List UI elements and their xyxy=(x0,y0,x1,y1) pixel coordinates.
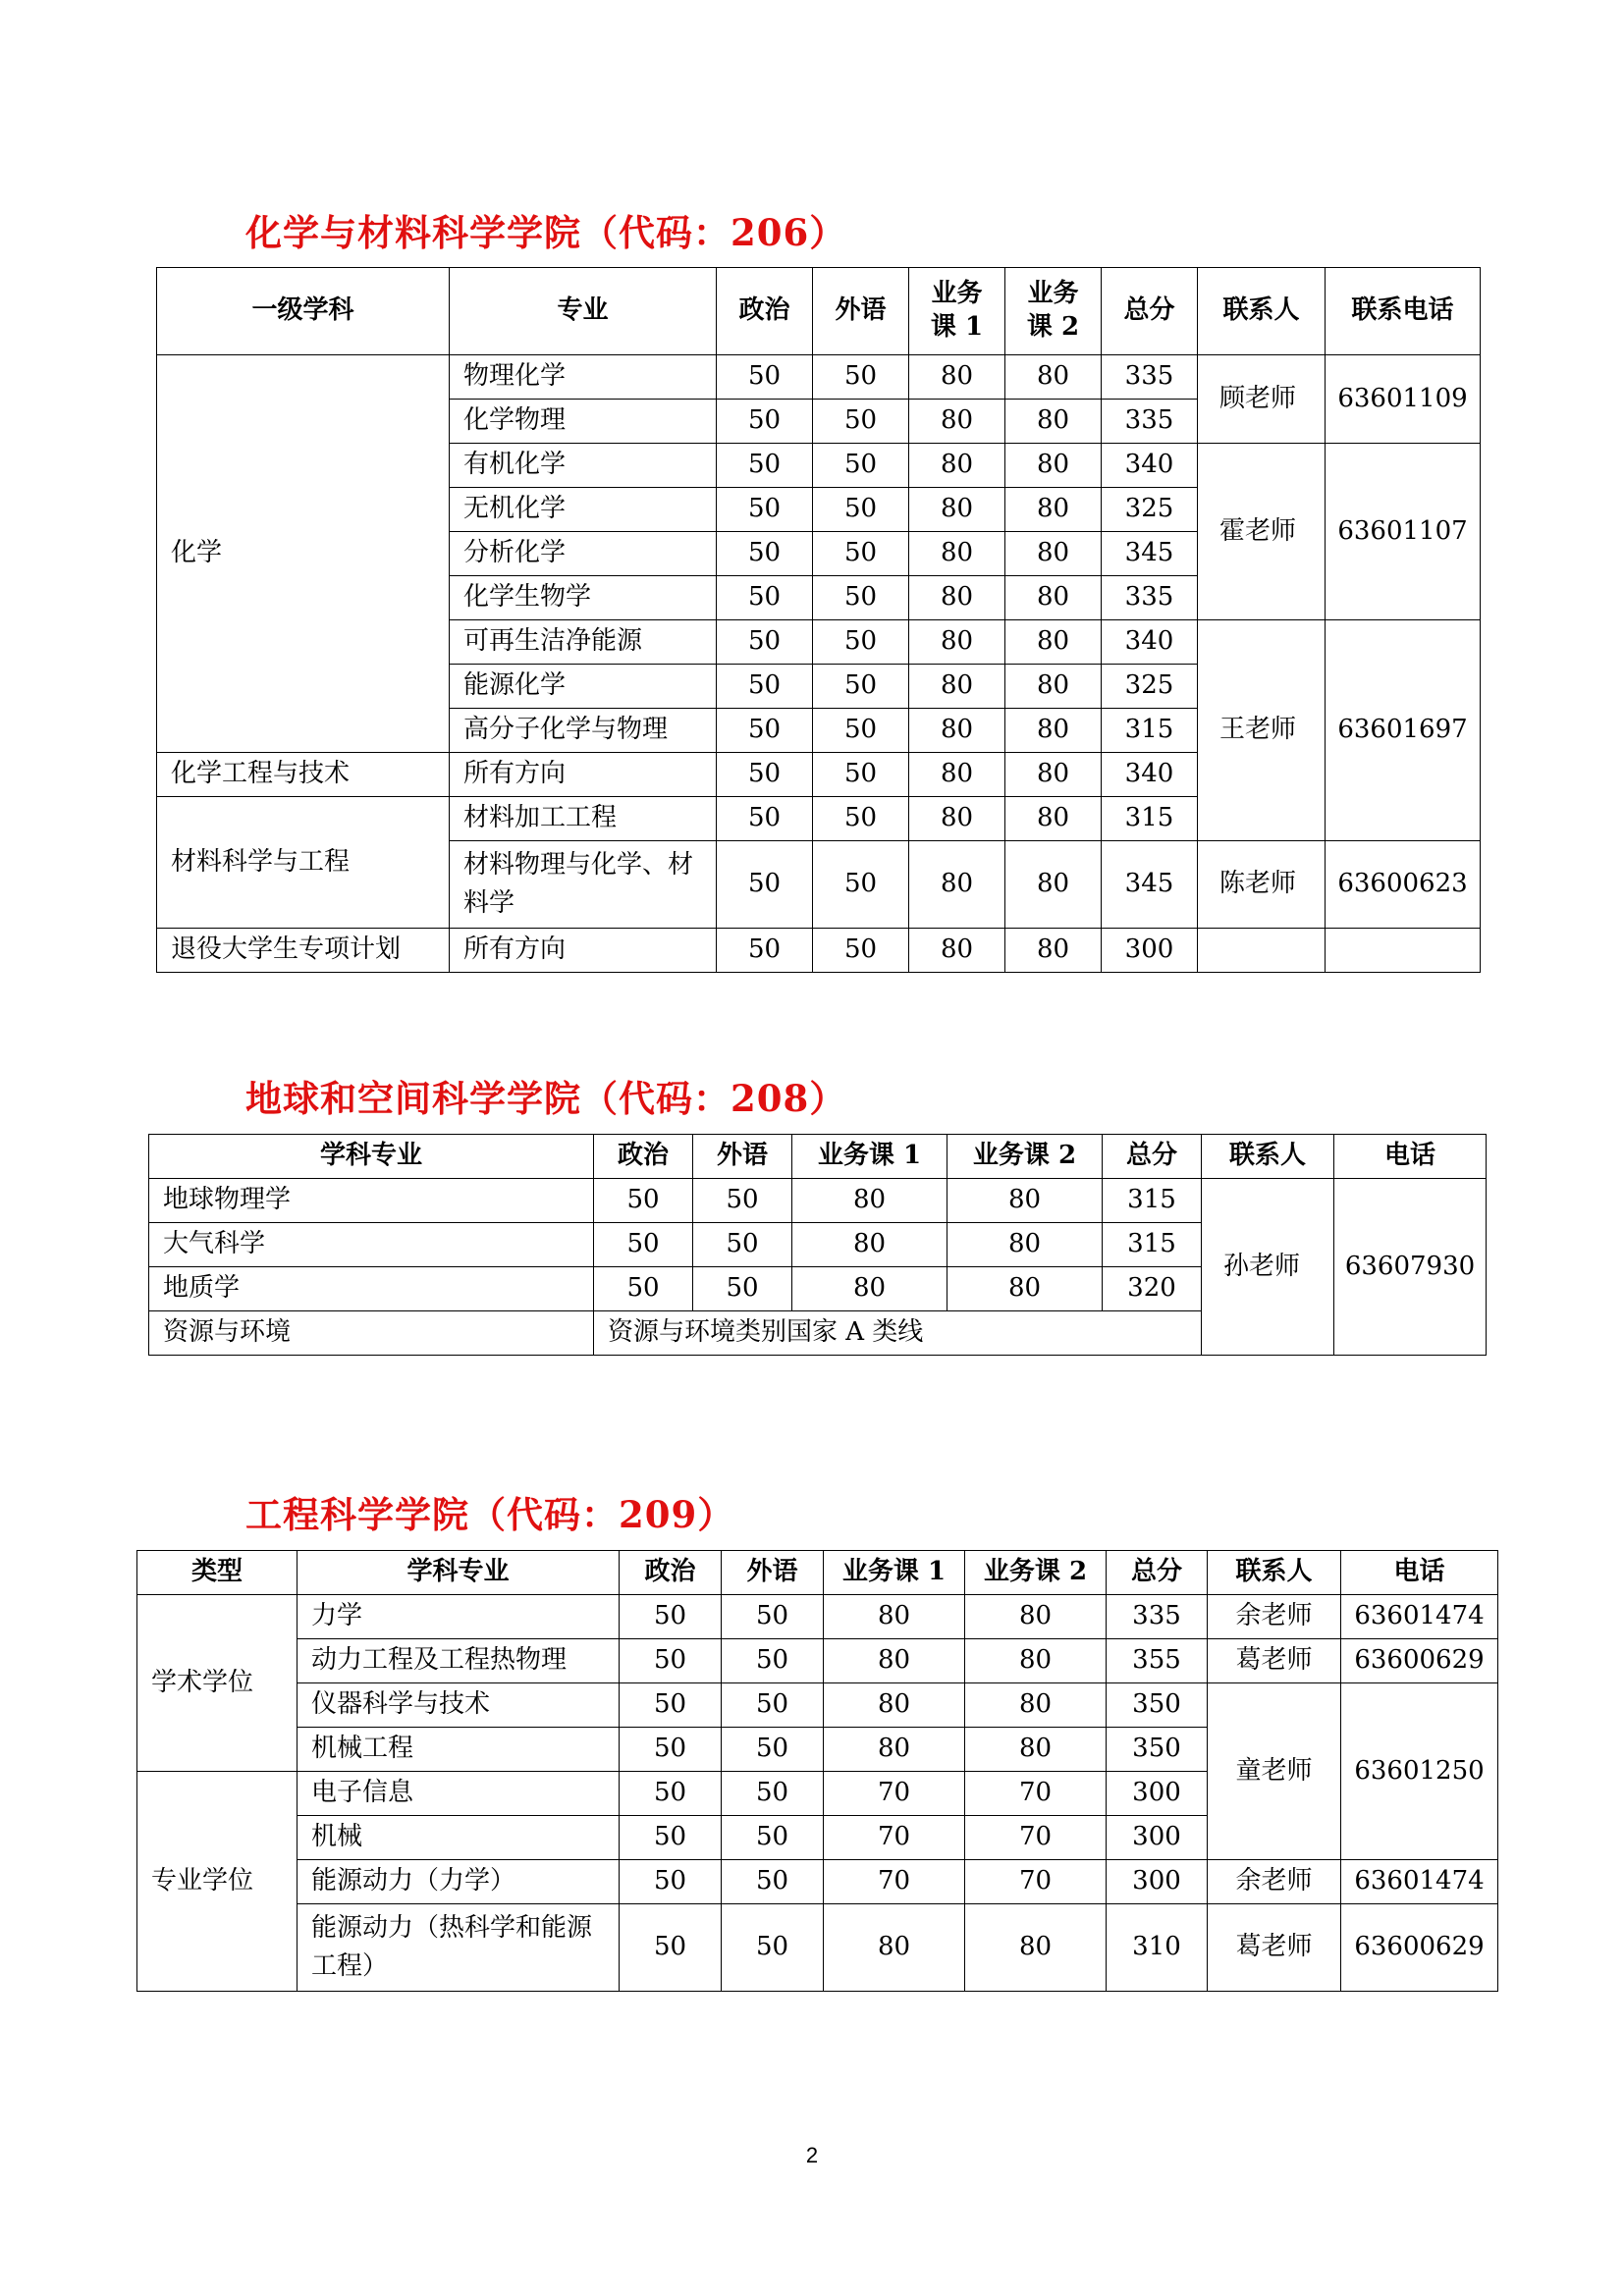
major-cell: 能源动力（热科学和能源工程） xyxy=(298,1904,620,1992)
major-cell: 力学 xyxy=(298,1595,620,1639)
course1-cell: 70 xyxy=(824,1816,965,1860)
course2-cell: 80 xyxy=(947,1267,1103,1311)
politics-cell: 50 xyxy=(717,709,813,753)
language-cell: 50 xyxy=(813,355,909,400)
course2-cell: 80 xyxy=(1005,355,1102,400)
contact-cell: 霍老师 xyxy=(1198,444,1326,620)
course1-cell: 80 xyxy=(792,1223,947,1267)
politics-cell: 50 xyxy=(717,797,813,841)
contact-cell: 童老师 xyxy=(1208,1683,1341,1860)
course1-cell: 80 xyxy=(909,532,1005,576)
language-cell: 50 xyxy=(693,1267,792,1311)
total-cell: 325 xyxy=(1102,665,1198,709)
contact-cell: 陈老师 xyxy=(1198,841,1326,929)
course1-cell: 70 xyxy=(824,1772,965,1816)
total-cell: 335 xyxy=(1102,576,1198,620)
major-cell: 能源动力（力学） xyxy=(298,1860,620,1904)
table-row xyxy=(137,1595,1498,1639)
course2-cell: 80 xyxy=(965,1683,1107,1728)
major-cell: 分析化学 xyxy=(450,532,717,576)
language-cell: 50 xyxy=(813,488,909,532)
course1-cell: 80 xyxy=(909,797,1005,841)
language-cell: 50 xyxy=(813,797,909,841)
course2-cell: 80 xyxy=(1005,444,1102,488)
course1-cell: 80 xyxy=(824,1639,965,1683)
course1-cell: 80 xyxy=(909,709,1005,753)
header-language: 外语 xyxy=(813,268,909,355)
total-cell: 300 xyxy=(1107,1860,1208,1904)
major-cell: 化学生物学 xyxy=(450,576,717,620)
course2-cell: 70 xyxy=(965,1816,1107,1860)
phone-cell: 63601109 xyxy=(1326,355,1481,444)
language-cell: 50 xyxy=(693,1179,792,1223)
total-cell: 345 xyxy=(1102,841,1198,929)
page-number: 2 xyxy=(805,2143,819,2167)
header-contact: 联系人 xyxy=(1198,268,1326,355)
language-cell: 50 xyxy=(813,444,909,488)
course1-cell: 80 xyxy=(909,665,1005,709)
table-row xyxy=(137,1683,1498,1728)
major-cell: 机械工程 xyxy=(298,1728,620,1772)
empty-contact-cell xyxy=(1198,929,1326,973)
header-language: 外语 xyxy=(693,1135,792,1179)
politics-cell: 50 xyxy=(717,665,813,709)
total-cell: 300 xyxy=(1107,1772,1208,1816)
major-cell: 地球物理学 xyxy=(149,1179,594,1223)
header-total: 总分 xyxy=(1102,268,1198,355)
total-cell: 335 xyxy=(1102,400,1198,444)
total-cell: 325 xyxy=(1102,488,1198,532)
language-cell: 50 xyxy=(813,753,909,797)
course1-cell: 80 xyxy=(909,355,1005,400)
major-cell: 可再生洁净能源 xyxy=(450,620,717,665)
header-course1-line2: 课 1 xyxy=(930,312,984,342)
contact-cell: 葛老师 xyxy=(1208,1639,1341,1683)
language-cell: 50 xyxy=(722,1772,824,1816)
course2-cell: 80 xyxy=(1005,400,1102,444)
header-type: 类型 xyxy=(137,1551,298,1595)
major-cell: 所有方向 xyxy=(450,753,717,797)
course2-cell: 80 xyxy=(965,1728,1107,1772)
contact-cell: 王老师 xyxy=(1198,620,1326,841)
total-cell: 340 xyxy=(1102,753,1198,797)
table-row xyxy=(157,929,1481,973)
course1-cell: 80 xyxy=(824,1683,965,1728)
header-major: 学科专业 xyxy=(149,1135,594,1179)
total-cell: 340 xyxy=(1102,620,1198,665)
total-cell: 340 xyxy=(1102,444,1198,488)
total-cell: 315 xyxy=(1102,709,1198,753)
politics-cell: 50 xyxy=(717,532,813,576)
header-politics: 政治 xyxy=(594,1135,693,1179)
total-cell: 300 xyxy=(1107,1816,1208,1860)
total-cell: 335 xyxy=(1102,355,1198,400)
politics-cell: 50 xyxy=(717,753,813,797)
politics-cell: 50 xyxy=(717,400,813,444)
header-course2-line2: 课 2 xyxy=(1026,312,1080,342)
language-cell: 50 xyxy=(722,1639,824,1683)
course1-cell: 80 xyxy=(909,444,1005,488)
language-cell: 50 xyxy=(722,1683,824,1728)
course1-cell: 80 xyxy=(909,620,1005,665)
header-politics: 政治 xyxy=(620,1551,722,1595)
header-course1-line1: 业务 xyxy=(931,279,983,309)
major-cell: 资源与环境 xyxy=(149,1311,594,1356)
major-cell: 材料加工工程 xyxy=(450,797,717,841)
language-cell: 50 xyxy=(722,1860,824,1904)
type-cell: 专业学位 xyxy=(137,1772,298,1992)
language-cell: 50 xyxy=(813,841,909,929)
contact-cell: 葛老师 xyxy=(1208,1904,1341,1992)
course1-cell: 70 xyxy=(824,1860,965,1904)
course1-cell: 80 xyxy=(824,1904,965,1992)
total-cell: 355 xyxy=(1107,1639,1208,1683)
course2-cell: 80 xyxy=(947,1223,1103,1267)
header-course2: 业务课 2 xyxy=(965,1551,1107,1595)
course2-cell: 80 xyxy=(1005,709,1102,753)
course2-cell: 80 xyxy=(1005,488,1102,532)
language-cell: 50 xyxy=(813,929,909,973)
course2-cell: 80 xyxy=(947,1179,1103,1223)
language-cell: 50 xyxy=(722,1728,824,1772)
politics-cell: 50 xyxy=(594,1267,693,1311)
header-course1: 业务课 1 xyxy=(792,1135,947,1179)
course1-cell: 80 xyxy=(909,753,1005,797)
course2-cell: 80 xyxy=(1005,665,1102,709)
major-cell: 所有方向 xyxy=(450,929,717,973)
header-phone: 联系电话 xyxy=(1326,268,1481,355)
phone-cell: 63607930 xyxy=(1334,1179,1487,1356)
language-cell: 50 xyxy=(813,400,909,444)
phone-cell: 63600629 xyxy=(1341,1639,1498,1683)
politics-cell: 50 xyxy=(620,1772,722,1816)
discipline-cell: 退役大学生专项计划 xyxy=(157,929,450,973)
discipline-cell: 材料科学与工程 xyxy=(157,797,450,929)
politics-cell: 50 xyxy=(717,841,813,929)
language-cell: 50 xyxy=(722,1816,824,1860)
header-course2-line1: 业务 xyxy=(1027,279,1079,309)
empty-phone-cell xyxy=(1326,929,1481,973)
course2-cell: 80 xyxy=(1005,797,1102,841)
header-major: 学科专业 xyxy=(298,1551,620,1595)
major-cell: 地质学 xyxy=(149,1267,594,1311)
phone-cell: 63601697 xyxy=(1326,620,1481,841)
major-cell: 化学物理 xyxy=(450,400,717,444)
phone-cell: 63600629 xyxy=(1341,1904,1498,1992)
course1-cell: 80 xyxy=(909,576,1005,620)
politics-cell: 50 xyxy=(620,1639,722,1683)
table-header-row xyxy=(137,1551,1498,1595)
table-header-row xyxy=(149,1135,1487,1179)
section-title-209: 工程科学学院（代码：209） xyxy=(245,1493,735,1536)
table-row xyxy=(137,1860,1498,1904)
header-discipline: 一级学科 xyxy=(157,268,450,355)
discipline-cell: 化学工程与技术 xyxy=(157,753,450,797)
score-table-208 xyxy=(148,1134,1487,1356)
contact-cell: 余老师 xyxy=(1208,1860,1341,1904)
score-table-209 xyxy=(136,1550,1498,1992)
header-course1: 业务课 1 xyxy=(824,1551,965,1595)
course2-cell: 80 xyxy=(1005,532,1102,576)
total-cell: 350 xyxy=(1107,1683,1208,1728)
total-cell: 345 xyxy=(1102,532,1198,576)
major-cell: 物理化学 xyxy=(450,355,717,400)
major-cell: 高分子化学与物理 xyxy=(450,709,717,753)
language-cell: 50 xyxy=(813,620,909,665)
contact-cell: 孙老师 xyxy=(1202,1179,1334,1356)
total-cell: 315 xyxy=(1103,1179,1202,1223)
header-language: 外语 xyxy=(722,1551,824,1595)
header-major: 专业 xyxy=(450,268,717,355)
language-cell: 50 xyxy=(813,576,909,620)
contact-cell: 顾老师 xyxy=(1198,355,1326,444)
section-title-208: 地球和空间科学学院（代码：208） xyxy=(245,1077,847,1120)
phone-cell: 63601474 xyxy=(1341,1595,1498,1639)
major-cell: 能源化学 xyxy=(450,665,717,709)
header-contact: 联系人 xyxy=(1208,1551,1341,1595)
course2-cell: 80 xyxy=(1005,576,1102,620)
language-cell: 50 xyxy=(813,709,909,753)
major-cell: 有机化学 xyxy=(450,444,717,488)
course1-cell: 80 xyxy=(824,1595,965,1639)
total-cell: 315 xyxy=(1103,1223,1202,1267)
type-cell: 学术学位 xyxy=(137,1595,298,1772)
politics-cell: 50 xyxy=(620,1683,722,1728)
politics-cell: 50 xyxy=(717,488,813,532)
header-total: 总分 xyxy=(1107,1551,1208,1595)
major-cell: 动力工程及工程热物理 xyxy=(298,1639,620,1683)
header-course1 xyxy=(909,268,1005,355)
phone-cell: 63601250 xyxy=(1341,1683,1498,1860)
politics-cell: 50 xyxy=(594,1179,693,1223)
header-total: 总分 xyxy=(1103,1135,1202,1179)
header-contact: 联系人 xyxy=(1202,1135,1334,1179)
major-cell: 电子信息 xyxy=(298,1772,620,1816)
course1-cell: 80 xyxy=(824,1728,965,1772)
header-phone: 电话 xyxy=(1341,1551,1498,1595)
course2-cell: 80 xyxy=(965,1595,1107,1639)
politics-cell: 50 xyxy=(620,1816,722,1860)
politics-cell: 50 xyxy=(717,576,813,620)
language-cell: 50 xyxy=(693,1223,792,1267)
major-cell: 无机化学 xyxy=(450,488,717,532)
course2-cell: 70 xyxy=(965,1860,1107,1904)
total-cell: 320 xyxy=(1103,1267,1202,1311)
politics-cell: 50 xyxy=(620,1860,722,1904)
major-cell: 材料物理与化学、材料学 xyxy=(450,841,717,929)
politics-cell: 50 xyxy=(717,929,813,973)
politics-cell: 50 xyxy=(620,1728,722,1772)
language-cell: 50 xyxy=(722,1595,824,1639)
major-cell: 机械 xyxy=(298,1816,620,1860)
politics-cell: 50 xyxy=(717,444,813,488)
table-row xyxy=(149,1179,1487,1223)
politics-cell: 50 xyxy=(717,620,813,665)
course1-cell: 80 xyxy=(792,1179,947,1223)
course2-cell: 80 xyxy=(965,1904,1107,1992)
phone-cell: 63600623 xyxy=(1326,841,1481,929)
total-cell: 350 xyxy=(1107,1728,1208,1772)
course1-cell: 80 xyxy=(909,488,1005,532)
course2-cell: 80 xyxy=(1005,753,1102,797)
table-row xyxy=(157,355,1481,400)
section-title-206: 化学与材料科学学院（代码：206） xyxy=(245,211,847,254)
discipline-cell: 化学 xyxy=(157,355,450,753)
total-cell: 310 xyxy=(1107,1904,1208,1992)
total-cell: 335 xyxy=(1107,1595,1208,1639)
major-cell: 仪器科学与技术 xyxy=(298,1683,620,1728)
contact-cell: 余老师 xyxy=(1208,1595,1341,1639)
total-cell: 300 xyxy=(1102,929,1198,973)
score-table-206 xyxy=(156,267,1481,973)
language-cell: 50 xyxy=(722,1904,824,1992)
table-row xyxy=(137,1904,1498,1992)
course1-cell: 80 xyxy=(792,1267,947,1311)
politics-cell: 50 xyxy=(620,1904,722,1992)
politics-cell: 50 xyxy=(620,1595,722,1639)
header-course2 xyxy=(1005,268,1102,355)
course2-cell: 80 xyxy=(1005,620,1102,665)
major-cell: 大气科学 xyxy=(149,1223,594,1267)
politics-cell: 50 xyxy=(717,355,813,400)
course2-cell: 80 xyxy=(1005,841,1102,929)
politics-cell: 50 xyxy=(594,1223,693,1267)
language-cell: 50 xyxy=(813,665,909,709)
course1-cell: 80 xyxy=(909,841,1005,929)
header-course2: 业务课 2 xyxy=(947,1135,1103,1179)
course2-cell: 80 xyxy=(965,1639,1107,1683)
course1-cell: 80 xyxy=(909,929,1005,973)
note-cell: 资源与环境类别国家 A 类线 xyxy=(594,1311,1202,1356)
language-cell: 50 xyxy=(813,532,909,576)
phone-cell: 63601107 xyxy=(1326,444,1481,620)
phone-cell: 63601474 xyxy=(1341,1860,1498,1904)
header-phone: 电话 xyxy=(1334,1135,1487,1179)
course2-cell: 80 xyxy=(1005,929,1102,973)
table-header-row xyxy=(157,268,1481,355)
course1-cell: 80 xyxy=(909,400,1005,444)
header-politics: 政治 xyxy=(717,268,813,355)
total-cell: 315 xyxy=(1102,797,1198,841)
course2-cell: 70 xyxy=(965,1772,1107,1816)
table-row xyxy=(137,1639,1498,1683)
